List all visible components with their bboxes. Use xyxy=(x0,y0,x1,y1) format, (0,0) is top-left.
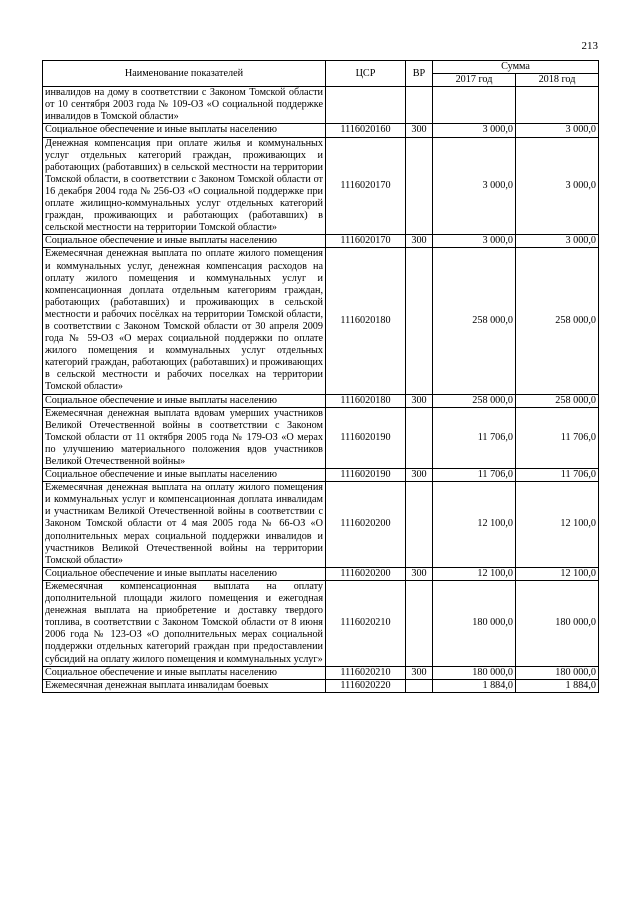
table-row xyxy=(43,567,599,580)
row-csr: 1116020200 xyxy=(326,482,406,568)
row-name: Социальное обеспечение и иные выплаты населению xyxy=(43,394,326,407)
row-sum-2017: 3 000,0 xyxy=(433,235,516,248)
row-csr: 1116020210 xyxy=(326,580,406,666)
row-sum-2018: 180 000,0 xyxy=(516,580,599,666)
row-csr: 1116020160 xyxy=(326,124,406,137)
row-sum-2018: 12 100,0 xyxy=(516,567,599,580)
row-sum-2017: 11 706,0 xyxy=(433,407,516,468)
table-row xyxy=(43,137,599,235)
row-sum-2018: 12 100,0 xyxy=(516,482,599,568)
row-sum-2018: 3 000,0 xyxy=(516,137,599,235)
table-row xyxy=(43,482,599,568)
row-vr: 300 xyxy=(406,394,433,407)
row-name: Социальное обеспечение и иные выплаты населению xyxy=(43,567,326,580)
table-row xyxy=(43,580,599,666)
row-vr xyxy=(406,679,433,692)
table-row xyxy=(43,407,599,468)
row-sum-2017: 12 100,0 xyxy=(433,567,516,580)
row-name: Ежемесячная компенсационная выплата на оплату дополнительной площади жилого помещения и ежегодная денежная выплата на приобретение и доставку твердого топлива, в соответствии с Законом Томской области от 8 июня 2006 года № 123-ОЗ «О дополнительных мерах социальной поддержки отдельных категорий граждан при предоставлении субсидий на оплату жилого помещения и коммунальных услуг» xyxy=(43,580,326,666)
table-header xyxy=(43,61,599,87)
row-vr: 300 xyxy=(406,666,433,679)
row-vr xyxy=(406,87,433,124)
row-vr: 300 xyxy=(406,567,433,580)
table-row xyxy=(43,235,599,248)
header-csr: ЦСР xyxy=(326,61,406,87)
row-sum-2018: 11 706,0 xyxy=(516,407,599,468)
table-row xyxy=(43,124,599,137)
row-sum-2017: 3 000,0 xyxy=(433,137,516,235)
row-sum-2018: 3 000,0 xyxy=(516,124,599,137)
row-vr xyxy=(406,248,433,394)
row-vr: 300 xyxy=(406,469,433,482)
row-csr xyxy=(326,87,406,124)
row-csr: 1116020200 xyxy=(326,567,406,580)
header-sum: Сумма xyxy=(433,61,599,74)
row-csr: 1116020190 xyxy=(326,469,406,482)
row-sum-2018 xyxy=(516,87,599,124)
budget-table xyxy=(42,60,599,693)
row-vr: 300 xyxy=(406,235,433,248)
row-name: Социальное обеспечение и иные выплаты населению xyxy=(43,235,326,248)
table-row xyxy=(43,87,599,124)
row-sum-2017 xyxy=(433,87,516,124)
row-sum-2017: 12 100,0 xyxy=(433,482,516,568)
header-year-2018: 2018 год xyxy=(516,74,599,87)
row-name: Ежемесячная денежная выплата на оплату жилого помещения и коммунальных услуг и компенсационная доплата инвалидам и участникам Великой Отечественной войны в соответствии с Законом Томской области от 4 мая 2005 года № 66-ОЗ «О дополнительных мерах социальной поддержки инвалидов и участников Великой Отечественной войны на территории Томской области» xyxy=(43,482,326,568)
row-name: Социальное обеспечение и иные выплаты населению xyxy=(43,469,326,482)
row-vr xyxy=(406,137,433,235)
row-vr xyxy=(406,580,433,666)
row-sum-2018: 258 000,0 xyxy=(516,394,599,407)
row-sum-2017: 1 884,0 xyxy=(433,679,516,692)
row-vr: 300 xyxy=(406,124,433,137)
row-vr xyxy=(406,482,433,568)
row-csr: 1116020210 xyxy=(326,666,406,679)
row-sum-2018: 3 000,0 xyxy=(516,235,599,248)
header-name: Наименование показателей xyxy=(43,61,326,87)
row-csr: 1116020180 xyxy=(326,248,406,394)
table-row xyxy=(43,666,599,679)
row-name: Ежемесячная денежная выплата по оплате жилого помещения и коммунальных услуг, денежная компенсация расходов на оплату жилого помещения и коммунальных услуг и компенсационная доплата отдельным категориям граждан, работающих (работавших) и проживающих в сельской местности и рабочих посёлках на территории Томской области, в соответствии с Законом Томской области от 30 апреля 2009 года № 59-ОЗ «О мерах социальной поддержки по оплате жилого помещения и коммунальных услуг отдельных категорий граждан, работающих (работавших) и проживающих в сельской местности и рабочих поселках на территории Томской области» xyxy=(43,248,326,394)
row-csr: 1116020190 xyxy=(326,407,406,468)
table-body xyxy=(43,87,599,693)
row-sum-2017: 3 000,0 xyxy=(433,124,516,137)
page-number: 213 xyxy=(581,40,598,52)
row-name: инвалидов на дому в соответствии с Законом Томской области от 10 сентября 2003 года № 109-ОЗ «О социальной поддержке инвалидов в Томской области» xyxy=(43,87,326,124)
row-csr: 1116020170 xyxy=(326,235,406,248)
table-row xyxy=(43,248,599,394)
row-name: Ежемесячная денежная выплата вдовам умерших участников Великой Отечественной войны в соответствии с Законом Томской области от 11 октября 2005 года № 179-ОЗ «О мерах по улучшению материального положения вдов участников Великой Отечественной войны» xyxy=(43,407,326,468)
header-vr: ВР xyxy=(406,61,433,87)
table-row xyxy=(43,679,599,692)
row-sum-2018: 11 706,0 xyxy=(516,469,599,482)
header-year-2017: 2017 год xyxy=(433,74,516,87)
row-sum-2018: 180 000,0 xyxy=(516,666,599,679)
row-sum-2018: 258 000,0 xyxy=(516,248,599,394)
row-sum-2017: 258 000,0 xyxy=(433,394,516,407)
row-sum-2017: 180 000,0 xyxy=(433,580,516,666)
row-name: Социальное обеспечение и иные выплаты населению xyxy=(43,666,326,679)
row-name: Ежемесячная денежная выплата инвалидам боевых xyxy=(43,679,326,692)
row-sum-2017: 258 000,0 xyxy=(433,248,516,394)
row-vr xyxy=(406,407,433,468)
row-csr: 1116020180 xyxy=(326,394,406,407)
row-name: Денежная компенсация при оплате жилья и коммунальных услуг отдельных категорий граждан, проживающих и работающих (работавших) в сельской местности на территории Томской области, в соответствии с Законом Томской области от 16 декабря 2004 года № 256-ОЗ «О социальной поддержке при оплате жилищно-коммунальных услуг отдельных категорий граждан, проживающих и работающих (работавших) в сельской местности на территории Томской области» xyxy=(43,137,326,235)
table-row xyxy=(43,469,599,482)
row-sum-2017: 180 000,0 xyxy=(433,666,516,679)
row-name: Социальное обеспечение и иные выплаты населению xyxy=(43,124,326,137)
row-sum-2017: 11 706,0 xyxy=(433,469,516,482)
table-row xyxy=(43,394,599,407)
row-csr: 1116020170 xyxy=(326,137,406,235)
row-sum-2018: 1 884,0 xyxy=(516,679,599,692)
row-csr: 1116020220 xyxy=(326,679,406,692)
